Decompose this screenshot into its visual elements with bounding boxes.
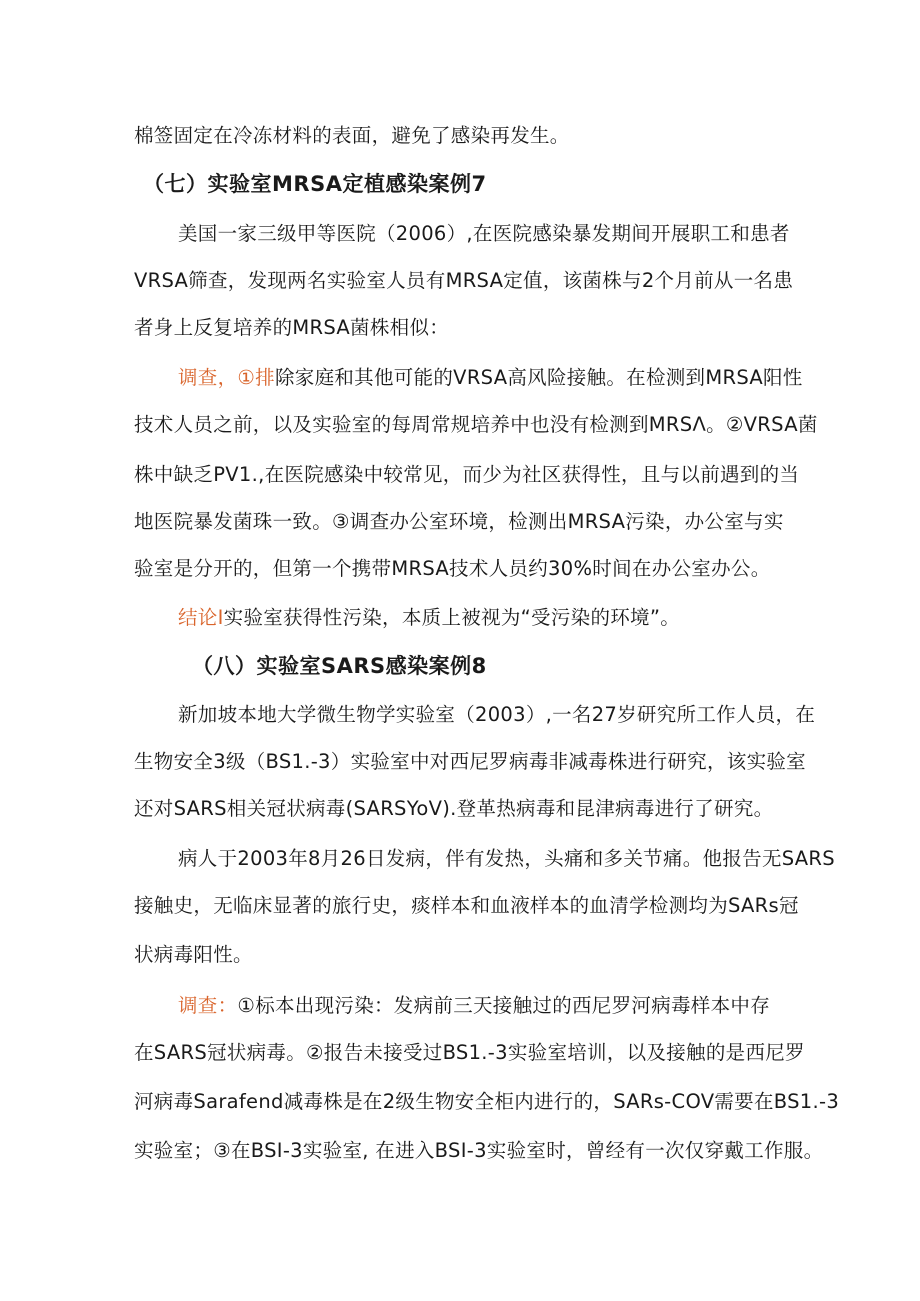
investigation-label: 调查：: [178, 994, 238, 1017]
paragraph-line: VRSA筛查，发现两名实验室人员有MRSA定值，该菌株与2个月前从一名患: [134, 269, 794, 292]
paragraph-line: 者身上反复培养的MRSA菌株相似：: [134, 316, 450, 339]
paragraph-line: 棉签固定在冷冻材料的表面，避免了感染再发生。: [134, 124, 570, 147]
conclusion-label: 结论I: [178, 606, 224, 629]
paragraph-line: 技术人员之前，以及实验室的每周常规培养中也没有检测到MRSΛ。②VRSA菌: [134, 413, 818, 436]
paragraph-line: 接触史，无临床显著的旅行史，痰样本和血液样本的血清学检测均为SARs冠: [134, 894, 799, 917]
paragraph-line: 病人于2003年8月26日发病，伴有发热，头痛和多关节痛。他报告无SARS: [178, 847, 835, 870]
investigation-label: 调查，①排: [178, 366, 275, 389]
paragraph-line: [178, 364, 803, 392]
paragraph-line: 株中缺乏PV1.,在医院感染中较常见，而少为社区获得性，且与以前遇到的当: [134, 463, 800, 486]
paragraph-text: 实验室获得性污染，本质上被视为“受污染的环境”。: [223, 606, 681, 629]
paragraph-line: 还对SARS相关冠状病毒(SARSYoV).登革热病毒和昆津病毒进行了研究。: [134, 797, 774, 820]
section-heading-7: （七）实验室MRSA定植感染案例7: [143, 172, 487, 196]
paragraph-line: 验室是分开的，但第一个携带MRSA技术人员约30%时间在办公室办公。: [134, 557, 771, 580]
paragraph-line: 在SARS冠状病毒。②报告未接受过BS1.-3实验室培训，以及接触的是西尼罗: [134, 1041, 805, 1064]
paragraph-line: 地医院暴发菌珠一致。③调查办公室环境，检测出MRSA污染，办公室与实: [134, 510, 784, 533]
paragraph-text: ①标本出现污染：发病前三天接触过的西尼罗河病毒样本中存: [237, 994, 770, 1017]
paragraph-line: 河病毒Sarafend减毒株是在2级生物安全柜内进行的，SARs-COV需要在BS1.-3: [134, 1090, 840, 1113]
paragraph-line: [178, 992, 770, 1020]
section-heading-8: （八）实验室SARS感染案例8: [192, 654, 487, 678]
paragraph-line: 状病毒阳性。: [134, 943, 253, 966]
paragraph-line: [178, 604, 680, 632]
paragraph-line: 生物安全3级（BS1.-3）实验室中对西尼罗病毒非减毒株进行研究，该实验室: [134, 750, 806, 773]
paragraph-line: 新加坡本地大学微生物学实验室（2003）,一名27岁研究所工作人员，在: [178, 703, 816, 726]
paragraph-line: 实验室；③在BSI-3实验室, 在进入BSI-3实验室时，曾经有一次仅穿戴工作服。: [134, 1139, 824, 1162]
paragraph-text: 除家庭和其他可能的VRSA高风险接触。在检测到MRSA阳性: [274, 366, 803, 389]
paragraph-line: 美国一家三级甲等医院（2006）,在医院感染暴发期间开展职工和患者: [178, 222, 790, 245]
